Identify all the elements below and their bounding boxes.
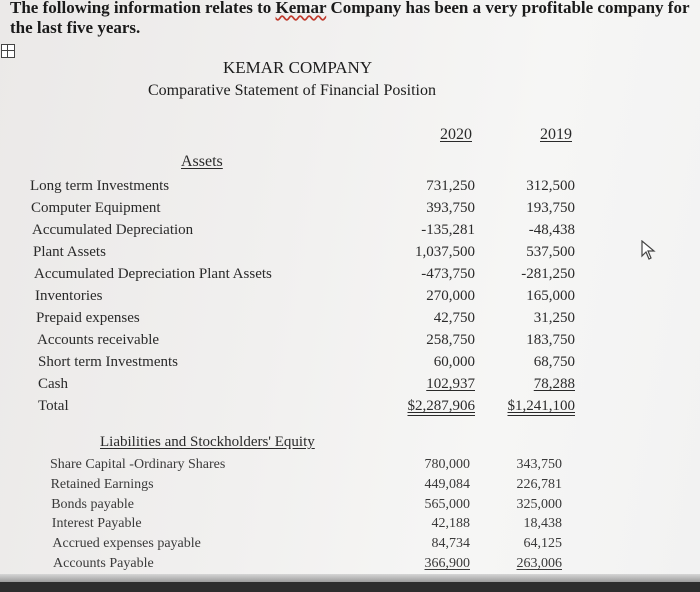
liabilities-value-y2020 bbox=[380, 554, 470, 574]
liabilities-row-label: Bonds payable bbox=[51, 496, 135, 512]
company-name-text: Kemar bbox=[275, 0, 327, 17]
liabilities-value-text: 42,188 bbox=[431, 516, 470, 532]
assets-labels bbox=[30, 175, 300, 417]
liabilities-value-y2019 bbox=[470, 514, 562, 534]
assets-value-y2019 bbox=[480, 241, 575, 263]
assets-value-y2019 bbox=[480, 197, 575, 219]
liabilities-row-label: Share Capital -Ordinary Shares bbox=[50, 457, 226, 472]
assets-value-y2020 bbox=[380, 351, 475, 373]
assets-value-text: $1,241,100 bbox=[507, 398, 575, 414]
table-grid-icon[interactable] bbox=[1, 44, 15, 58]
assets-row-label: Accumulated Depreciation Plant Assets bbox=[34, 266, 272, 282]
assets-row-label: Long term Investments bbox=[30, 178, 170, 194]
assets-value-text: 393,750 bbox=[426, 200, 475, 216]
assets-value-y2020 bbox=[380, 395, 475, 417]
assets-value-text: 731,250 bbox=[426, 178, 475, 194]
assets-row-label: Prepaid expenses bbox=[36, 310, 140, 326]
year-2020-header: 2020 bbox=[440, 126, 472, 143]
screen-bottom-shadow bbox=[0, 574, 700, 582]
liabilities-value-text: 226,781 bbox=[516, 476, 562, 492]
liabilities-heading: Liabilities and Stockholders' Equity bbox=[100, 434, 315, 450]
assets-value-y2019 bbox=[480, 219, 575, 241]
assets-value-text: -281,250 bbox=[521, 266, 575, 282]
liabilities-value-text: 84,734 bbox=[431, 536, 470, 552]
mouse-pointer-icon bbox=[640, 240, 656, 260]
assets-2019-column bbox=[480, 175, 575, 417]
liabilities-value-y2020 bbox=[380, 455, 470, 475]
assets-heading: Assets bbox=[181, 153, 223, 170]
liabilities-value-y2020 bbox=[380, 514, 470, 534]
assets-value-text: -473,750 bbox=[421, 266, 475, 282]
liabilities-row-label: Retained Earnings bbox=[50, 476, 154, 492]
assets-row-label: Accumulated Depreciation bbox=[32, 222, 194, 238]
assets-value-text: 68,750 bbox=[533, 354, 575, 370]
liabilities-value-text: 325,000 bbox=[516, 496, 562, 512]
assets-value-y2019 bbox=[480, 263, 575, 285]
statement-title: Comparative Statement of Financial Position bbox=[148, 82, 436, 99]
assets-value-text: 78,288 bbox=[533, 376, 575, 392]
assets-value-y2020 bbox=[380, 263, 475, 285]
liabilities-value-text: 18,438 bbox=[523, 516, 562, 532]
assets-row-label: Short term Investments bbox=[38, 354, 178, 370]
assets-row-label: Total bbox=[38, 398, 69, 414]
assets-value-y2020 bbox=[380, 175, 475, 197]
assets-value-text: -48,438 bbox=[528, 222, 575, 238]
liabilities-value-y2019 bbox=[470, 455, 562, 475]
company-title: KEMAR COMPANY bbox=[223, 58, 373, 77]
liabilities-value-y2019 bbox=[470, 554, 562, 574]
liabilities-row-label: Interest Payable bbox=[51, 516, 142, 532]
year-2019-header: 2019 bbox=[540, 126, 572, 143]
liabilities-labels bbox=[50, 455, 310, 574]
intro-suffix: Company has been a very profitable company for bbox=[326, 0, 690, 17]
liabilities-value-y2020 bbox=[380, 534, 470, 554]
assets-value-text: 537,500 bbox=[526, 244, 575, 260]
assets-value-text: 60,000 bbox=[433, 354, 475, 370]
assets-value-text: 270,000 bbox=[426, 288, 475, 304]
assets-value-y2020 bbox=[380, 373, 475, 395]
assets-value-y2020 bbox=[380, 307, 475, 329]
liabilities-2020-column bbox=[380, 455, 470, 574]
liabilities-value-y2020 bbox=[380, 475, 470, 495]
assets-value-y2019 bbox=[480, 395, 575, 417]
assets-row-label: Inventories bbox=[35, 288, 103, 304]
assets-value-text: 31,250 bbox=[533, 310, 575, 326]
liabilities-value-text: 780,000 bbox=[424, 457, 470, 472]
liabilities-value-y2020 bbox=[380, 495, 470, 515]
assets-value-y2019 bbox=[480, 373, 575, 395]
intro-prefix: The following information relates to bbox=[10, 0, 276, 17]
assets-2020-column bbox=[380, 175, 475, 417]
liabilities-row-label: Accrued expenses payable bbox=[52, 536, 201, 552]
assets-value-y2020 bbox=[380, 219, 475, 241]
liabilities-value-y2019 bbox=[470, 534, 562, 554]
assets-value-text: 165,000 bbox=[526, 288, 575, 304]
assets-value-text: 183,750 bbox=[526, 332, 575, 348]
liabilities-value-text: 263,006 bbox=[516, 555, 562, 571]
assets-row-label: Computer Equipment bbox=[31, 200, 161, 216]
liabilities-value-y2019 bbox=[470, 495, 562, 515]
liabilities-value-y2019 bbox=[470, 475, 562, 495]
assets-value-text: 102,937 bbox=[426, 376, 475, 392]
assets-value-y2019 bbox=[480, 307, 575, 329]
assets-value-y2020 bbox=[380, 329, 475, 351]
assets-value-text: 312,500 bbox=[526, 178, 575, 194]
assets-row-label: Accounts receivable bbox=[37, 332, 160, 348]
assets-row-label: Plant Assets bbox=[33, 244, 106, 260]
assets-value-text: 258,750 bbox=[426, 332, 475, 348]
intro-line-2: the last five years. bbox=[10, 18, 141, 37]
liabilities-row-label: Accounts Payable bbox=[53, 555, 154, 571]
assets-value-y2019 bbox=[480, 285, 575, 307]
liabilities-value-text: 366,900 bbox=[424, 555, 470, 571]
assets-value-text: 42,750 bbox=[433, 310, 475, 326]
assets-value-y2019 bbox=[480, 351, 575, 373]
assets-value-y2019 bbox=[480, 175, 575, 197]
intro-line-1 bbox=[10, 0, 690, 18]
assets-value-y2020 bbox=[380, 197, 475, 219]
liabilities-2019-column bbox=[470, 455, 562, 574]
liabilities-value-text: 449,084 bbox=[424, 476, 470, 492]
assets-value-text: 1,037,500 bbox=[415, 244, 475, 260]
assets-value-y2020 bbox=[380, 241, 475, 263]
assets-value-text: 193,750 bbox=[526, 200, 575, 216]
assets-row-label: Cash bbox=[38, 376, 68, 392]
assets-value-text: -135,281 bbox=[421, 222, 475, 238]
screen-bottom-bar bbox=[0, 582, 700, 592]
liabilities-value-text: 565,000 bbox=[424, 496, 470, 512]
liabilities-value-text: 343,750 bbox=[516, 457, 562, 472]
assets-value-y2020 bbox=[380, 285, 475, 307]
assets-value-y2019 bbox=[480, 329, 575, 351]
liabilities-value-text: 64,125 bbox=[523, 536, 562, 552]
assets-value-text: $2,287,906 bbox=[407, 398, 475, 414]
